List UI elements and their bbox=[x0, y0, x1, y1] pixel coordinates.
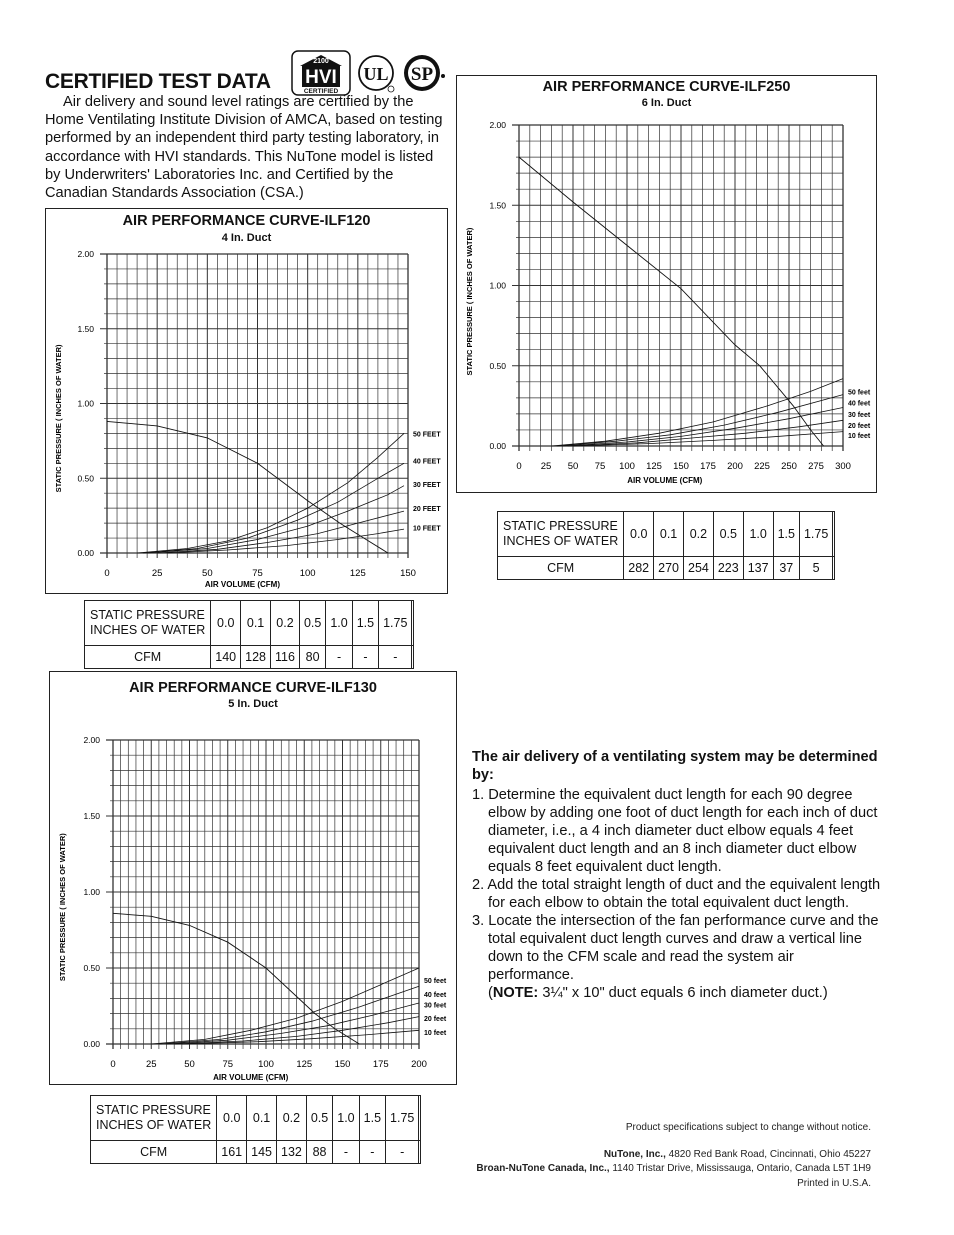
y-tick-label: 0.00 bbox=[489, 441, 506, 451]
grid-lines bbox=[100, 254, 408, 558]
y-axis-label: STATIC PRESSURE ( INCHES OF WATER) bbox=[54, 344, 63, 493]
duct-length-label: 40 feet bbox=[848, 400, 871, 408]
duct-length-label: 50 feet bbox=[848, 389, 871, 397]
hvi-certified-logo bbox=[292, 51, 350, 95]
hvi-certified-text: CERTIFIED bbox=[303, 88, 339, 95]
table-spacer bbox=[412, 601, 414, 646]
table-spacer bbox=[419, 1096, 421, 1141]
cfm-cell: - bbox=[352, 646, 378, 669]
duct-length-label: 50 FEET bbox=[413, 431, 441, 439]
x-tick-label: 100 bbox=[258, 1059, 274, 1070]
x-tick-label: 0 bbox=[110, 1059, 116, 1070]
broan-address bbox=[476, 1163, 871, 1174]
chart-title: AIR PERFORMANCE CURVE-ILF120 bbox=[122, 213, 371, 229]
table-spacer bbox=[419, 1141, 421, 1164]
x-tick-label: 175 bbox=[372, 1059, 389, 1070]
y-tick-labels bbox=[489, 120, 506, 451]
instructions-list bbox=[472, 786, 882, 984]
pressure-cell: 0.2 bbox=[684, 512, 714, 557]
y-tick-labels bbox=[77, 249, 94, 558]
intro-text: Air delivery and sound level ratings are certified by the Home Ventilating Institute Division of AMCA, based on testing performed by an independent third party testing laboratory, in accordance with HVI standards. This NuTone model is listed by Underwriters' Laboratories Inc. and Certified by the Canadian Standards Association (CSA.) bbox=[45, 94, 443, 202]
y-tick-label: 0.50 bbox=[77, 473, 94, 484]
duct-length-label: 50 feet bbox=[424, 978, 447, 986]
x-tick-label: 100 bbox=[619, 461, 635, 472]
x-tick-label: 150 bbox=[673, 461, 689, 472]
x-tick-labels bbox=[110, 1059, 427, 1070]
certification-logos bbox=[290, 48, 450, 98]
cfm-cell: 132 bbox=[277, 1141, 307, 1164]
y-axis-label: STATIC PRESSURE ( INCHES OF WATER) bbox=[58, 833, 67, 982]
chart-title: AIR PERFORMANCE CURVE-ILF130 bbox=[129, 680, 377, 696]
cfm-cell: 223 bbox=[713, 557, 743, 580]
cfm-cell: 128 bbox=[241, 646, 271, 669]
cfm-cell: 161 bbox=[217, 1141, 247, 1164]
y-tick-label: 1.50 bbox=[489, 200, 506, 211]
y-tick-label: 0.50 bbox=[83, 963, 100, 973]
chart-subtitle: 4 In. Duct bbox=[221, 232, 272, 244]
x-tick-label: 125 bbox=[349, 568, 366, 579]
hvi-text: HVI bbox=[305, 67, 337, 88]
pressure-cell: 0.2 bbox=[277, 1096, 307, 1141]
chart-ilf120 bbox=[45, 208, 448, 594]
duct-length-label: 20 feet bbox=[424, 1016, 447, 1024]
x-tick-label: 0 bbox=[516, 461, 522, 472]
cfm-label: CFM bbox=[91, 1141, 217, 1164]
duct-length-labels bbox=[848, 389, 871, 439]
pressure-cell: 0.0 bbox=[211, 601, 241, 646]
duct-length-label: 10 feet bbox=[424, 1029, 447, 1037]
instruction-step: 2. Add the total straight length of duct and the equivalent length for each elbow to obtain the total equivalent duct length. bbox=[472, 877, 881, 911]
y-tick-label: 2.00 bbox=[489, 120, 506, 130]
x-axis-label: AIR VOLUME (CFM) bbox=[213, 1073, 289, 1082]
x-tick-label: 250 bbox=[781, 461, 797, 472]
cfm-table-ilf130 bbox=[90, 1095, 421, 1164]
x-tick-label: 0 bbox=[104, 568, 110, 579]
duct-curve-30-feet bbox=[147, 486, 404, 553]
duct-length-label: 10 feet bbox=[848, 432, 871, 440]
x-tick-label: 100 bbox=[299, 568, 316, 579]
pressure-cell: 0.1 bbox=[247, 1096, 277, 1141]
chart-plot bbox=[46, 209, 447, 593]
x-axis-label: AIR VOLUME (CFM) bbox=[627, 476, 703, 485]
pressure-cell: 1.75 bbox=[386, 1096, 419, 1141]
duct-length-label: 40 FEET bbox=[413, 458, 441, 466]
hvi-number: 2100 bbox=[313, 58, 329, 65]
table-header-label: STATIC PRESSURE INCHES OF WATER bbox=[85, 601, 211, 646]
pressure-cell: 1.5 bbox=[352, 601, 378, 646]
x-tick-label: 275 bbox=[808, 461, 824, 472]
duct-length-label: 30 FEET bbox=[413, 482, 441, 490]
x-tick-label: 150 bbox=[400, 568, 416, 579]
pressure-cell: 0.2 bbox=[271, 601, 300, 646]
cfm-cell: 140 bbox=[211, 646, 241, 669]
x-tick-label: 25 bbox=[151, 568, 163, 579]
instruction-step: 1. Determine the equivalent duct length for each 90 degree elbow by adding one foot of duct length for each inch of duct diameter, i.e., a 4 inch diameter duct elbow equals 4 feet equivalent duct length and an 8 inch diameter duct elbow equals 8 feet equivalent duct length. bbox=[472, 787, 878, 875]
cfm-cell: - bbox=[326, 646, 352, 669]
duct-length-labels bbox=[413, 431, 441, 532]
duct-length-label: 10 FEET bbox=[413, 525, 441, 533]
duct-length-label: 20 feet bbox=[848, 423, 871, 431]
chart-ilf130 bbox=[49, 671, 457, 1085]
x-tick-label: 75 bbox=[594, 461, 606, 472]
curves bbox=[107, 421, 404, 553]
cfm-cell: 37 bbox=[773, 557, 799, 580]
printed-in: Printed in U.S.A. bbox=[797, 1178, 871, 1189]
x-tick-label: 50 bbox=[202, 568, 213, 579]
ul-logo bbox=[359, 56, 394, 92]
cfm-cell: - bbox=[333, 1141, 359, 1164]
x-tick-label: 125 bbox=[296, 1059, 313, 1070]
y-axis-label: STATIC PRESSURE ( INCHES OF WATER) bbox=[465, 227, 474, 376]
x-tick-label: 225 bbox=[754, 461, 770, 472]
instructions-heading: The air delivery of a ventilating system may be determined by: bbox=[472, 749, 878, 783]
duct-curve-50-feet bbox=[551, 379, 843, 446]
duct-length-label: 20 FEET bbox=[413, 506, 441, 514]
cfm-cell: 88 bbox=[306, 1141, 332, 1164]
cfm-cell: 137 bbox=[743, 557, 773, 580]
pressure-cell: 1.5 bbox=[359, 1096, 385, 1141]
x-tick-label: 200 bbox=[727, 461, 743, 472]
y-tick-labels bbox=[83, 735, 100, 1049]
y-tick-label: 1.00 bbox=[83, 887, 100, 897]
cfm-cell: 282 bbox=[624, 557, 654, 580]
cfm-cell: 145 bbox=[247, 1141, 277, 1164]
csa-logo bbox=[404, 55, 445, 91]
csa-text: SP bbox=[410, 64, 434, 85]
x-tick-labels bbox=[104, 568, 416, 579]
air-delivery-instructions bbox=[472, 748, 882, 1002]
intro-paragraph bbox=[45, 93, 445, 202]
x-tick-label: 50 bbox=[184, 1059, 195, 1070]
cfm-table-ilf250 bbox=[497, 511, 835, 580]
cfm-cell: 80 bbox=[299, 646, 325, 669]
cfm-table-ilf120 bbox=[84, 600, 414, 669]
chart-subtitle: 6 In. Duct bbox=[641, 97, 692, 109]
duct-length-labels bbox=[424, 978, 447, 1037]
x-tick-label: 25 bbox=[145, 1059, 157, 1070]
pressure-cell: 1.0 bbox=[326, 601, 352, 646]
pressure-cell: 1.75 bbox=[799, 512, 832, 557]
cfm-cell: 116 bbox=[271, 646, 300, 669]
duct-length-label: 30 feet bbox=[848, 411, 871, 419]
x-tick-label: 150 bbox=[334, 1059, 351, 1070]
pressure-cell: 1.0 bbox=[743, 512, 773, 557]
page-title: CERTIFIED TEST DATA bbox=[45, 70, 271, 93]
pressure-cell: 0.5 bbox=[713, 512, 743, 557]
table-spacer bbox=[412, 646, 414, 669]
y-tick-label: 1.50 bbox=[77, 323, 94, 334]
disclaimer: Product specifications subject to change without notice. bbox=[625, 1122, 871, 1133]
x-tick-label: 75 bbox=[252, 568, 263, 579]
x-axis-label: AIR VOLUME (CFM) bbox=[204, 580, 281, 589]
y-tick-label: 1.50 bbox=[83, 811, 100, 821]
x-tick-labels bbox=[516, 461, 851, 472]
chart-plot bbox=[457, 76, 876, 492]
fan-curve bbox=[113, 913, 359, 1044]
grid-lines bbox=[512, 125, 843, 451]
x-tick-label: 200 bbox=[411, 1059, 427, 1070]
cfm-label: CFM bbox=[85, 646, 211, 669]
table-header-label: STATIC PRESSURE INCHES OF WATER bbox=[498, 512, 624, 557]
nutone-address bbox=[604, 1149, 871, 1160]
cfm-cell: 270 bbox=[654, 557, 684, 580]
pressure-cell: 0.1 bbox=[654, 512, 684, 557]
duct-length-label: 40 feet bbox=[424, 991, 447, 999]
y-tick-label: 1.00 bbox=[489, 280, 506, 291]
y-tick-label: 0.00 bbox=[83, 1039, 100, 1049]
pressure-cell: 0.1 bbox=[241, 601, 271, 646]
pressure-cell: 0.5 bbox=[299, 601, 325, 646]
table-spacer bbox=[833, 512, 835, 557]
x-tick-label: 175 bbox=[700, 461, 716, 472]
chart-ilf250 bbox=[456, 75, 877, 493]
table-header-label: STATIC PRESSURE INCHES OF WATER bbox=[91, 1096, 217, 1141]
instruction-step: 3. Locate the intersection of the fan performance curve and the total equivalent duct length curves and draw a vertical line down to the CFM scale and read the system air performance. bbox=[472, 913, 879, 983]
pressure-cell: 0.0 bbox=[217, 1096, 247, 1141]
pressure-cell: 1.5 bbox=[773, 512, 799, 557]
broan-address-text: 1140 Tristar Drive, Mississauga, Ontario, Canada L5T 1H9 bbox=[609, 1163, 871, 1174]
x-tick-label: 300 bbox=[835, 461, 851, 472]
duct-curve-20-feet bbox=[157, 511, 404, 553]
cfm-label: CFM bbox=[498, 557, 624, 580]
y-tick-label: 1.00 bbox=[77, 398, 94, 409]
cfm-cell: - bbox=[386, 1141, 419, 1164]
y-tick-label: 0.50 bbox=[489, 360, 506, 371]
table-spacer bbox=[833, 557, 835, 580]
cfm-cell: 5 bbox=[799, 557, 832, 580]
y-tick-label: 0.00 bbox=[77, 548, 94, 558]
x-tick-label: 75 bbox=[222, 1059, 234, 1070]
nutone-address-text: 4820 Red Bank Road, Cincinnati, Ohio 45227 bbox=[665, 1149, 871, 1160]
x-tick-label: 125 bbox=[646, 461, 662, 472]
y-tick-label: 2.00 bbox=[77, 249, 94, 259]
cfm-cell: 254 bbox=[684, 557, 714, 580]
broan-name: Broan-NuTone Canada, Inc., bbox=[476, 1163, 610, 1174]
note-text: 3¼" x 10" duct equals 6 inch diameter duct.) bbox=[538, 985, 828, 1001]
chart-plot bbox=[50, 672, 456, 1084]
pressure-cell: 1.0 bbox=[333, 1096, 359, 1141]
x-tick-label: 25 bbox=[540, 461, 552, 472]
chart-title: AIR PERFORMANCE CURVE-ILF250 bbox=[542, 79, 791, 95]
cfm-cell: - bbox=[359, 1141, 385, 1164]
ul-text: UL bbox=[363, 64, 389, 84]
pressure-cell: 0.5 bbox=[306, 1096, 332, 1141]
duct-length-label: 30 feet bbox=[424, 1002, 447, 1010]
y-tick-label: 2.00 bbox=[83, 735, 100, 745]
note-label: NOTE: bbox=[492, 985, 539, 1001]
pressure-cell: 1.75 bbox=[379, 601, 412, 646]
cfm-cell: - bbox=[379, 646, 412, 669]
pressure-cell: 0.0 bbox=[624, 512, 654, 557]
chart-subtitle: 5 In. Duct bbox=[228, 698, 278, 710]
x-tick-label: 50 bbox=[567, 461, 579, 472]
nutone-name: NuTone, Inc., bbox=[603, 1149, 666, 1160]
instructions-note: (NOTE: 3¼" x 10" duct equals 6 inch diameter duct.) bbox=[488, 985, 828, 1001]
